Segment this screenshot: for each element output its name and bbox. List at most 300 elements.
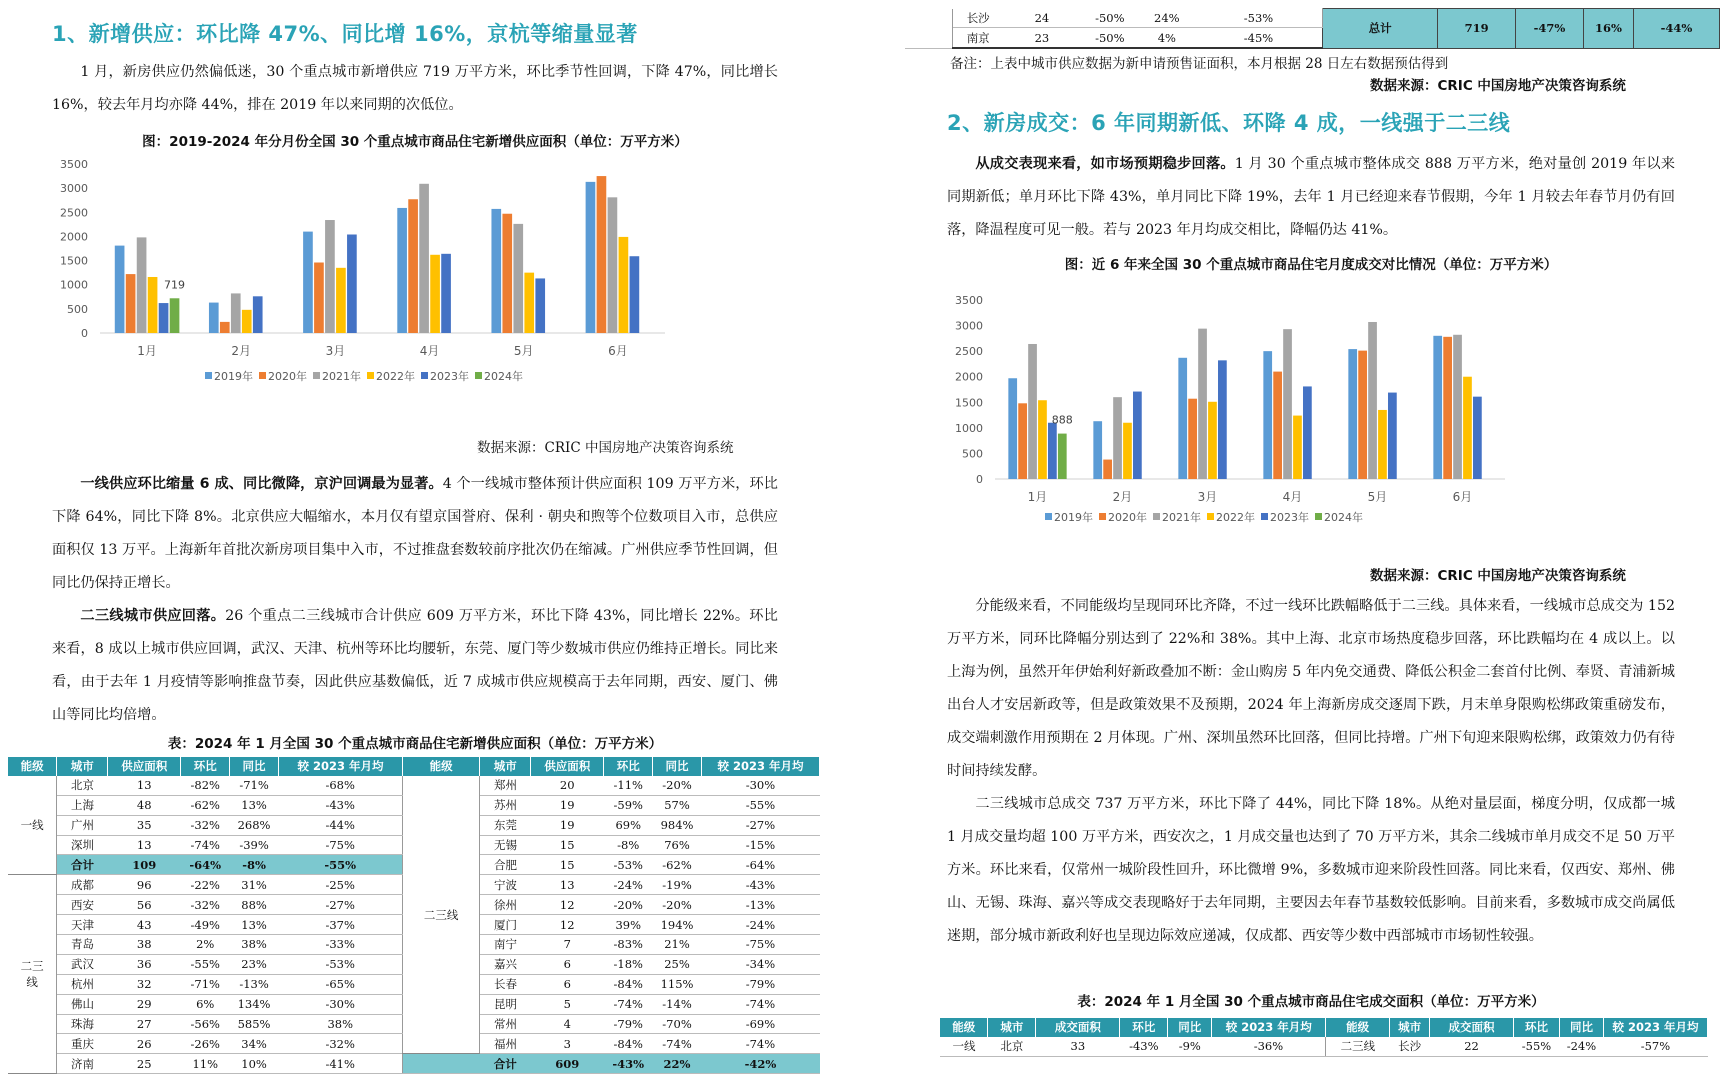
table-cell: -43% <box>1120 1037 1168 1056</box>
transactions-table <box>940 1018 1708 1057</box>
bar-2024年-1月 <box>170 298 180 333</box>
table-cell: -39% <box>230 835 279 855</box>
table-cell: -15% <box>701 835 819 855</box>
bar-2021年-3月 <box>1198 329 1207 479</box>
table-cell: -44% <box>278 815 402 835</box>
legend-swatch <box>421 372 428 379</box>
table-cell: -36% <box>1212 1037 1326 1056</box>
table-cell: 11% <box>181 1054 230 1074</box>
tier-cell: 一线 <box>8 776 57 875</box>
table-header-cell: 同比 <box>653 757 702 776</box>
table-cell: 43 <box>108 915 181 935</box>
table-cell: -74% <box>604 994 653 1014</box>
table-cell: -79% <box>701 974 819 994</box>
bar-2023年-3月 <box>347 234 357 333</box>
table-cell: -64% <box>181 855 230 875</box>
bar-2023年-4月 <box>1303 386 1312 479</box>
table-header-cell: 能级 <box>940 1018 988 1037</box>
transactions-table-header <box>940 1018 1708 1037</box>
table-cell: 总计 <box>1323 9 1438 49</box>
table-cell: -71% <box>230 776 279 795</box>
table-cell: -42% <box>701 1054 819 1074</box>
bar-2019年-3月 <box>303 232 313 333</box>
table-cell: -69% <box>701 1014 819 1034</box>
table-cell: 长沙 <box>953 9 1003 28</box>
bar-2023年-5月 <box>1388 393 1397 479</box>
table-cell: -49% <box>181 915 230 935</box>
table-cell: -82% <box>181 776 230 795</box>
table-cell: -56% <box>181 1014 230 1034</box>
table-cell: -26% <box>181 1034 230 1054</box>
y-tick-label: 1000 <box>60 278 88 292</box>
table-cell: -43% <box>604 1054 653 1074</box>
bar-2020年-3月 <box>1188 399 1197 479</box>
bar-2019年-2月 <box>1093 421 1102 479</box>
bar-2019年-6月 <box>586 182 596 333</box>
table-cell: 984% <box>653 815 702 835</box>
tier-cell <box>8 875 57 1074</box>
data-label: 719 <box>164 278 186 292</box>
table-header-cell: 较 2023 年月均 <box>1603 1018 1707 1037</box>
table-header-cell: 成交面积 <box>1036 1018 1120 1037</box>
legend-label: 2020年 <box>1108 511 1147 524</box>
table-cell: 13% <box>230 915 279 935</box>
bar-2019年-4月 <box>1263 351 1272 479</box>
bar-2022年-3月 <box>1208 402 1217 479</box>
legend-label: 2022年 <box>1216 511 1255 524</box>
bar-2022年-2月 <box>242 310 252 333</box>
legend-swatch <box>259 372 266 379</box>
bar-2020年-1月 <box>1018 403 1027 479</box>
legend-swatch <box>1153 513 1160 520</box>
x-tick-label: 6月 <box>1452 490 1473 504</box>
table-cell: 88% <box>230 895 279 915</box>
table-header-cell: 同比 <box>1168 1018 1212 1037</box>
bar-2021年-3月 <box>325 220 335 333</box>
table-cell: -53% <box>1195 9 1323 28</box>
table-cell: -57% <box>1603 1037 1707 1056</box>
table-cell: 2% <box>181 935 230 955</box>
table-cell: 北京 <box>988 1037 1036 1056</box>
table-cell: -59% <box>604 795 653 815</box>
table-cell: 福州 <box>480 1034 531 1054</box>
data-source-table1-text: 数据来源：CRIC 中国房地产决策咨询系统 <box>1370 78 1626 94</box>
table-cell: 长沙 <box>1390 1037 1430 1056</box>
y-tick-label: 3500 <box>60 160 88 171</box>
table-cell: -32% <box>181 895 230 915</box>
bar-2021年-1月 <box>1028 344 1037 479</box>
y-tick-label: 2000 <box>60 230 88 244</box>
bar-2024年-1月 <box>1058 434 1067 479</box>
bar-2019年-6月 <box>1433 336 1442 479</box>
table-cell: 北京 <box>57 776 108 795</box>
transactions-body: 1 月 30 个重点城市整体成交 888 万平方米，绝对量创 2019 年以来同期新低；单月环比下降 43%，单月同比下降 19%，去年 1 月已经迎来春节假期，今年 1 月较去年春节月仍有回落，降温程度可见一般。若与 2023 年月均成交相比，降幅仍达 41%。 <box>947 156 1675 238</box>
table-cell: -41% <box>278 1054 402 1074</box>
x-tick-label: 4月 <box>419 344 440 358</box>
table-cell: -74% <box>701 1034 819 1054</box>
table-cell: 西安 <box>57 895 108 915</box>
bar-2023年-1月 <box>1048 423 1057 479</box>
table-cell: 19 <box>531 795 604 815</box>
table-note: 备注：上表中城市供应数据为新申请预售证面积，本月根据 28 日左右数据预估得到 <box>950 56 1449 72</box>
bar-2019年-2月 <box>209 303 219 333</box>
table-header-cell: 能级 <box>1326 1018 1390 1037</box>
table-cell: -20% <box>604 895 653 915</box>
chart-caption-transactions: 图：近 6 年来全国 30 个重点城市商品住宅月度成交对比情况（单位：万平方米） <box>1064 257 1558 273</box>
legend-label: 2021年 <box>322 370 361 383</box>
y-tick-label: 3500 <box>955 294 983 307</box>
table-cell: 115% <box>653 974 702 994</box>
paragraph-supply-intro: 1 月，新房供应仍然偏低迷，30 个重点城市新增供应 719 万平方米，环比季节性回调，下降 47%，同比增长 16%，较去年月均亦降 44%，排在 2019 年以来同期的次低位。 <box>52 64 778 113</box>
table-cell: 深圳 <box>57 835 108 855</box>
table-cell: -43% <box>701 875 819 895</box>
bar-2022年-4月 <box>1293 416 1302 479</box>
chart-caption-supply: 图：2019-2024 年分月份全国 30 个重点城市商品住宅新增供应面积（单位：万平方米） <box>142 134 688 150</box>
table-cell: 76% <box>653 835 702 855</box>
paragraph-tier23-supply <box>52 600 778 732</box>
table-header-cell: 能级 <box>8 757 57 776</box>
bar-2021年-4月 <box>419 184 429 333</box>
bar-2020年-6月 <box>1443 337 1452 479</box>
x-tick-label: 3月 <box>1197 490 1218 504</box>
bar-2022年-1月 <box>148 277 158 333</box>
table-cell: -83% <box>604 935 653 955</box>
table-row <box>905 9 1720 28</box>
table-cell: 合计 <box>480 1054 531 1074</box>
table-cell: 10% <box>230 1054 279 1074</box>
legend-label: 2023年 <box>1270 511 1309 524</box>
table-cell: -18% <box>604 954 653 974</box>
table-cell: -74% <box>181 835 230 855</box>
bar-2022年-4月 <box>430 255 440 333</box>
table-cell: 3 <box>531 1034 604 1054</box>
y-tick-label: 2500 <box>60 206 88 220</box>
table-header-cell: 供应面积 <box>108 757 181 776</box>
table-header-cell: 环比 <box>1514 1018 1560 1037</box>
table-header-cell: 城市 <box>480 757 531 776</box>
table-cell: -24% <box>604 875 653 895</box>
table-cell: -64% <box>701 855 819 875</box>
table-cell: 22% <box>653 1054 702 1074</box>
table-cell: -9% <box>1168 1037 1212 1056</box>
x-tick-label: 1月 <box>1027 490 1048 504</box>
table-cell: 5 <box>531 994 604 1014</box>
table-cell: 13 <box>108 776 181 795</box>
table-cell: -84% <box>604 1034 653 1054</box>
bar-2019年-5月 <box>491 209 501 333</box>
legend-swatch <box>367 372 374 379</box>
tier1-body: 4 个一线城市整体预计供应面积 109 万平方米，环比下降 64%，同比下降 8%。北京供应大幅缩水，本月仅有望京国誉府、保利 · 朝央和煦等个位数项目入市，总供应面积仅 13 万平。上海新年首批次新房项目集中入市，不过推盘套数较前序批次仍在缩减。广州供应季节性回调，但同比仍保持正增长。 <box>52 476 778 591</box>
paragraph-tier1-supply <box>52 468 778 600</box>
table-header-cell: 环比 <box>604 757 653 776</box>
table-cell: 上海 <box>57 795 108 815</box>
bar-2023年-2月 <box>1133 392 1142 479</box>
table-cell: 南京 <box>953 28 1003 48</box>
table-header-cell: 同比 <box>1559 1018 1603 1037</box>
table-cell: 宁波 <box>480 875 531 895</box>
bar-2020年-5月 <box>1358 351 1367 479</box>
bar-2022年-5月 <box>1378 410 1387 479</box>
table-cell: 4% <box>1139 28 1195 48</box>
x-tick-label: 1月 <box>137 344 157 358</box>
table-cell: 厦门 <box>480 915 531 935</box>
tier1-lead: 一线供应环比缩量 6 成、同比微降，京沪回调最为显著。 <box>80 476 443 492</box>
bar-2020年-3月 <box>314 263 324 333</box>
table-cell: -13% <box>701 895 819 915</box>
table-cell: -19% <box>653 875 702 895</box>
tier-cell: 二三线 <box>403 776 480 1054</box>
table-cell: -13% <box>230 974 279 994</box>
table-cell: 青岛 <box>57 935 108 955</box>
table-cell: -34% <box>701 954 819 974</box>
y-tick-label: 500 <box>962 447 983 461</box>
table-cell: 25% <box>653 954 702 974</box>
right-page <box>905 0 1720 1080</box>
table-caption-supply: 表：2024 年 1 月全国 30 个重点城市商品住宅新增供应面积（单位：万平方米） <box>167 736 663 752</box>
y-tick-label: 500 <box>67 302 88 316</box>
bar-2019年-3月 <box>1178 358 1187 479</box>
table-cell: 杭州 <box>57 974 108 994</box>
table-cell: 武汉 <box>57 954 108 974</box>
table-cell: 69% <box>604 815 653 835</box>
table-cell: 无锡 <box>480 835 531 855</box>
bar-2023年-5月 <box>535 278 545 333</box>
y-tick-label: 3000 <box>955 319 983 333</box>
table-cell: 719 <box>1438 9 1516 49</box>
table-cell: -70% <box>653 1014 702 1034</box>
table-row <box>8 1054 820 1074</box>
table-cell: -71% <box>181 974 230 994</box>
table-cell: -55% <box>1514 1037 1560 1056</box>
table-cell: -84% <box>604 974 653 994</box>
x-tick-label: 3月 <box>325 344 346 358</box>
table-cell: 常州 <box>480 1014 531 1034</box>
bar-2019年-1月 <box>1008 378 1017 479</box>
bar-2021年-6月 <box>1453 335 1462 479</box>
bar-2021年-1月 <box>137 237 147 333</box>
y-tick-label: 1500 <box>60 254 88 268</box>
table-cell: -30% <box>701 776 819 795</box>
table-cell: 38 <box>108 935 181 955</box>
table-cell: 19 <box>531 815 604 835</box>
table-cell: 长春 <box>480 974 531 994</box>
bar-2022年-2月 <box>1123 423 1132 479</box>
table-cell: 21% <box>653 935 702 955</box>
table-cell: -74% <box>653 1034 702 1054</box>
table-cell: 13 <box>108 835 181 855</box>
table-cell: 56 <box>108 895 181 915</box>
bar-2023年-1月 <box>159 303 169 333</box>
table-cell: -22% <box>181 875 230 895</box>
legend-label: 2023年 <box>430 370 469 383</box>
x-tick-label: 6月 <box>608 344 628 358</box>
table-cell: 佛山 <box>57 994 108 1014</box>
bar-2020年-4月 <box>408 199 418 333</box>
legend-label: 2021年 <box>1162 511 1201 524</box>
legend-label: 2019年 <box>1054 511 1093 524</box>
table-cell: 27 <box>108 1014 181 1034</box>
table-cell: -62% <box>653 855 702 875</box>
left-page <box>0 0 830 1080</box>
bar-2020年-5月 <box>502 214 512 333</box>
table-cell: -33% <box>278 935 402 955</box>
table-cell: 合计 <box>57 855 108 875</box>
table-cell: 广州 <box>57 815 108 835</box>
table-cell <box>905 9 953 49</box>
table-cell: 郑州 <box>480 776 531 795</box>
table-header-cell: 同比 <box>230 757 279 776</box>
x-tick-label: 5月 <box>1367 490 1388 504</box>
table-cell: -24% <box>1559 1037 1603 1056</box>
bar-2020年-2月 <box>220 322 230 333</box>
table-cell: 24% <box>1139 9 1195 28</box>
table-cell: -14% <box>653 994 702 1014</box>
data-label: 888 <box>1051 413 1073 427</box>
table-cell: 16% <box>1584 9 1634 49</box>
bar-2023年-3月 <box>1218 360 1227 479</box>
legend-label: 2024年 <box>1324 511 1363 524</box>
table-cell: 96 <box>108 875 181 895</box>
table-cell: -43% <box>278 795 402 815</box>
legend-label: 2019年 <box>214 370 253 383</box>
table-cell: -45% <box>1195 28 1323 48</box>
table-header-cell: 供应面积 <box>531 757 604 776</box>
table-cell: 二三线 <box>1326 1037 1390 1056</box>
table-cell: 48 <box>108 795 181 815</box>
supply-table-continued <box>905 8 1720 49</box>
table-header-cell: 环比 <box>181 757 230 776</box>
data-source-chart2 <box>1370 564 1626 584</box>
table-cell: 23% <box>230 954 279 974</box>
legend-swatch <box>205 372 212 379</box>
legend-swatch <box>1207 513 1214 520</box>
table-cell: -50% <box>1081 9 1139 28</box>
tier23-lead: 二三线城市供应回落。 <box>80 608 226 624</box>
table-header-cell: 城市 <box>1390 1018 1430 1037</box>
legend-swatch <box>1315 513 1322 520</box>
bar-2022年-6月 <box>619 237 629 333</box>
supply-table-header <box>8 757 820 776</box>
table-cell: -8% <box>604 835 653 855</box>
table-cell: -24% <box>701 915 819 935</box>
table-cell: -32% <box>181 815 230 835</box>
table-cell: 38% <box>278 1014 402 1034</box>
bar-2021年-6月 <box>608 197 618 333</box>
table-cell: -55% <box>181 954 230 974</box>
table-cell: -20% <box>653 776 702 795</box>
table-cell: 134% <box>230 994 279 1014</box>
legend-label: 2022年 <box>376 370 415 383</box>
bar-2023年-6月 <box>630 256 640 333</box>
table-header-cell: 能级 <box>403 757 480 776</box>
table-cell: 25 <box>108 1054 181 1074</box>
table-cell: -20% <box>653 895 702 915</box>
table-cell: 6 <box>531 954 604 974</box>
table-cell: 23 <box>1003 28 1081 48</box>
bar-2020年-6月 <box>597 176 607 333</box>
bar-2023年-2月 <box>253 296 263 333</box>
table-cell: -68% <box>278 776 402 795</box>
y-tick-label: 2500 <box>955 345 983 359</box>
y-tick-label: 3000 <box>60 182 88 196</box>
tier-label-line: 线 <box>26 975 38 990</box>
table-cell: 22 <box>1430 1037 1514 1056</box>
table-cell: -44% <box>1633 9 1719 49</box>
bar-2021年-5月 <box>1368 322 1377 479</box>
table-cell: 苏州 <box>480 795 531 815</box>
table-cell: -47% <box>1516 9 1584 49</box>
table-cell: 33 <box>1036 1037 1120 1056</box>
y-tick-label: 0 <box>81 327 88 340</box>
legend-label: 2020年 <box>268 370 307 383</box>
bar-2021年-5月 <box>513 224 523 333</box>
table-cell: -79% <box>604 1014 653 1034</box>
table-cell: -62% <box>181 795 230 815</box>
table-cell: 合肥 <box>480 855 531 875</box>
table-cell: 26 <box>108 1034 181 1054</box>
bar-2022年-3月 <box>336 268 346 333</box>
bar-2022年-1月 <box>1038 400 1047 479</box>
table-cell: 12 <box>531 895 604 915</box>
y-tick-label: 1000 <box>955 421 983 435</box>
x-tick-label: 2月 <box>231 344 252 358</box>
legend-swatch <box>1261 513 1268 520</box>
table-cell: 南宁 <box>480 935 531 955</box>
table-cell: 成都 <box>57 875 108 895</box>
y-tick-label: 0 <box>976 473 983 486</box>
section-heading-supply: 1、新增供应：环比降 47%、同比增 16%，京杭等缩量显著 <box>52 22 638 46</box>
transactions-lead: 从成交表现来看，如市场预期稳步回落。 <box>975 156 1235 172</box>
table-row <box>940 1037 1708 1056</box>
table-cell: 东莞 <box>480 815 531 835</box>
bar-2019年-4月 <box>397 208 407 333</box>
bar-2020年-2月 <box>1103 460 1112 479</box>
paragraph-tier23-transactions: 二三线城市总成交 737 万平方米，环比下降了 44%，同比下降 18%。从绝对量层面，梯度分明，仅成都一城 1 月成交量均超 100 万平方米，西安次之，1 月成交量也达到了 70 万平方米，其余二线城市单月成交不足 50 万平方米。环比来看，仅常州一城阶段性回升，环比微增 9%，多数城市迎来阶段性回落。同比来看，仅西安、郑州、佛山、无锡、珠海、嘉兴等成交表现略好于去年同期，主要因去年春节基数较低影响。目前来看，多数城市成交尚属低迷期，部分城市新政利好也呈现边际效应递减，仅成都、西安等少数中西部城市市场韧性较强。 <box>947 796 1675 944</box>
section-heading-transactions: 2、新房成交：6 年同期新低、环降 4 成，一线强于二三线 <box>947 111 1511 135</box>
legend-swatch <box>1099 513 1106 520</box>
table-cell: 7 <box>531 935 604 955</box>
table-cell: 天津 <box>57 915 108 935</box>
table-cell: 609 <box>531 1054 604 1074</box>
table-cell: -74% <box>701 994 819 1014</box>
table-cell: 29 <box>108 994 181 1014</box>
table-header-cell: 较 2023 年月均 <box>1212 1018 1326 1037</box>
tier23-body: 26 个重点二三线城市合计供应 609 万平方米，环比下降 43%，同比增长 22%。环比来看，8 成以上城市供应回调，武汉、天津、杭州等环比均腰斩，东莞、厦门等少数城市供应仍维持正增长。同比来看，由于去年 1 月疫情等影响推盘节奏，因此供应基数偏低，近 7 成城市供应规模高于去年同期，西安、厦门、佛山等同比均倍增。 <box>52 608 778 723</box>
table-cell: 15 <box>531 855 604 875</box>
table-cell: 13% <box>230 795 279 815</box>
bar-2022年-5月 <box>524 273 534 333</box>
y-tick-label: 2000 <box>955 370 983 384</box>
table-cell: -32% <box>278 1034 402 1054</box>
table-cell: 32 <box>108 974 181 994</box>
table-cell: 109 <box>108 855 181 875</box>
supply-bar-chart <box>40 160 760 430</box>
x-tick-label: 2月 <box>1112 490 1133 504</box>
table-cell: 嘉兴 <box>480 954 531 974</box>
table-cell: 585% <box>230 1014 279 1034</box>
table-cell: 6 <box>531 974 604 994</box>
table-cell: 38% <box>230 935 279 955</box>
table-cell: -37% <box>278 915 402 935</box>
table-cell: 6% <box>181 994 230 1014</box>
table-header-cell: 环比 <box>1120 1018 1168 1037</box>
bar-2019年-1月 <box>115 246 125 333</box>
table-cell: 36 <box>108 954 181 974</box>
bar-2021年-2月 <box>231 293 241 333</box>
table-row <box>8 776 820 795</box>
y-tick-label: 1500 <box>955 396 983 410</box>
table-cell: 珠海 <box>57 1014 108 1034</box>
